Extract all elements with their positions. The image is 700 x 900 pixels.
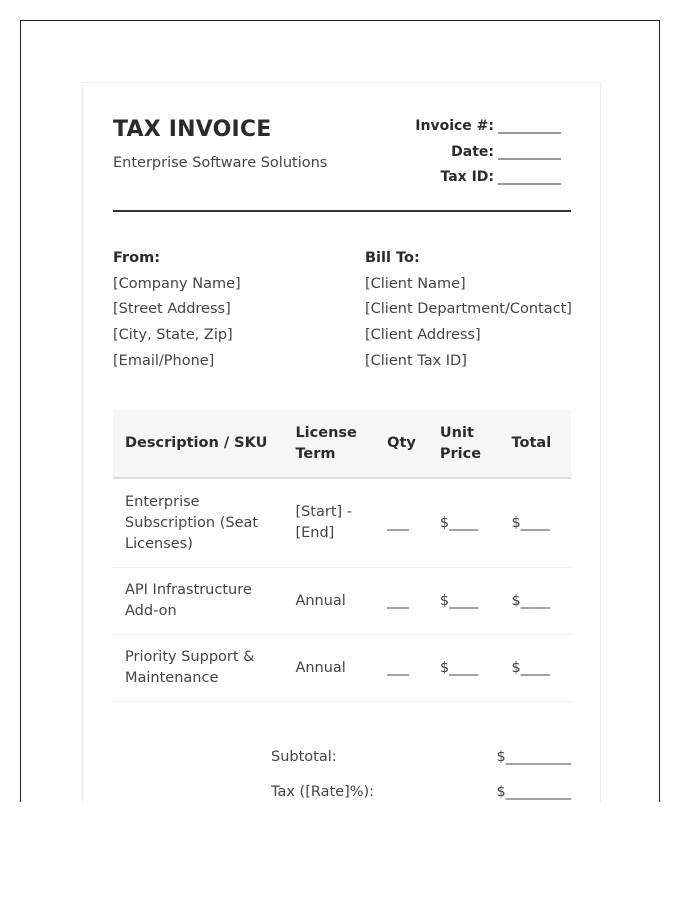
subtotal-value: $_________ xyxy=(496,749,571,765)
item-license-term: Annual xyxy=(283,635,375,702)
item-total: $____ xyxy=(500,568,571,635)
table-row xyxy=(113,635,571,702)
column-header-description: Description / SKU xyxy=(113,410,283,478)
invoice-date-value: _________ xyxy=(498,143,561,160)
item-description: API Infrastructure Add-on xyxy=(113,568,283,635)
from-heading: From: xyxy=(113,250,160,266)
bill-to-client-name: [Client Name] xyxy=(365,275,466,292)
subtotal-row xyxy=(271,747,571,782)
column-header-qty: Qty xyxy=(375,410,428,478)
bill-to-client-address: [Client Address] xyxy=(365,327,481,344)
subtotal-label: Subtotal: xyxy=(271,749,337,765)
bill-to-address xyxy=(365,246,572,375)
tax-id-label: Tax ID: xyxy=(440,169,494,185)
tax-id-value: _________ xyxy=(498,169,561,185)
item-qty: ___ xyxy=(375,568,428,635)
from-email-phone: [Email/Phone] xyxy=(113,352,215,369)
column-header-unit-price: Unit Price xyxy=(428,410,500,478)
page-frame xyxy=(20,20,660,802)
header-divider xyxy=(113,210,571,212)
table-header-row xyxy=(113,410,571,478)
invoice-number-value: _________ xyxy=(498,118,561,134)
invoice-title: TAX INVOICE xyxy=(113,117,272,142)
line-items-table xyxy=(113,410,571,702)
tax-label: Tax ([Rate]%): xyxy=(271,784,375,800)
table-row xyxy=(113,478,571,568)
item-license-term: Annual xyxy=(283,568,375,635)
invoice-number-label: Invoice #: xyxy=(415,118,494,134)
bill-to-client-contact: [Client Department/Contact] xyxy=(365,301,572,318)
invoice-meta xyxy=(351,118,571,195)
invoice-date-row xyxy=(351,144,571,170)
bill-to-heading: Bill To: xyxy=(365,250,420,266)
table-row xyxy=(113,568,571,635)
invoice-date-label: Date: xyxy=(451,143,494,160)
column-header-license-term: License Term xyxy=(283,410,375,478)
item-unit-price: $____ xyxy=(428,635,500,702)
from-street-address: [Street Address] xyxy=(113,301,231,318)
item-license-term: [Start] - [End] xyxy=(283,478,375,568)
item-description: Priority Support & Maintenance xyxy=(113,635,283,702)
item-qty: ___ xyxy=(375,635,428,702)
item-total: $____ xyxy=(500,478,571,568)
tax-row xyxy=(271,782,571,802)
line-items-header xyxy=(113,410,571,478)
invoice-number-row xyxy=(351,118,571,144)
from-address xyxy=(113,246,241,375)
item-total: $____ xyxy=(500,635,571,702)
totals-section xyxy=(271,747,571,802)
invoice-subtitle: Enterprise Software Solutions xyxy=(113,155,328,171)
item-qty: ___ xyxy=(375,478,428,568)
column-header-total: Total xyxy=(500,410,571,478)
from-company-name: [Company Name] xyxy=(113,275,241,292)
invoice-sheet xyxy=(82,82,601,802)
line-items-body xyxy=(113,478,571,702)
tax-value: $_________ xyxy=(496,784,571,800)
bill-to-client-tax-id: [Client Tax ID] xyxy=(365,352,467,369)
item-unit-price: $____ xyxy=(428,568,500,635)
tax-id-row xyxy=(351,169,571,195)
from-city-state-zip: [City, State, Zip] xyxy=(113,327,233,344)
item-description: Enterprise Subscription (Seat Licenses) xyxy=(113,478,283,568)
item-unit-price: $____ xyxy=(428,478,500,568)
